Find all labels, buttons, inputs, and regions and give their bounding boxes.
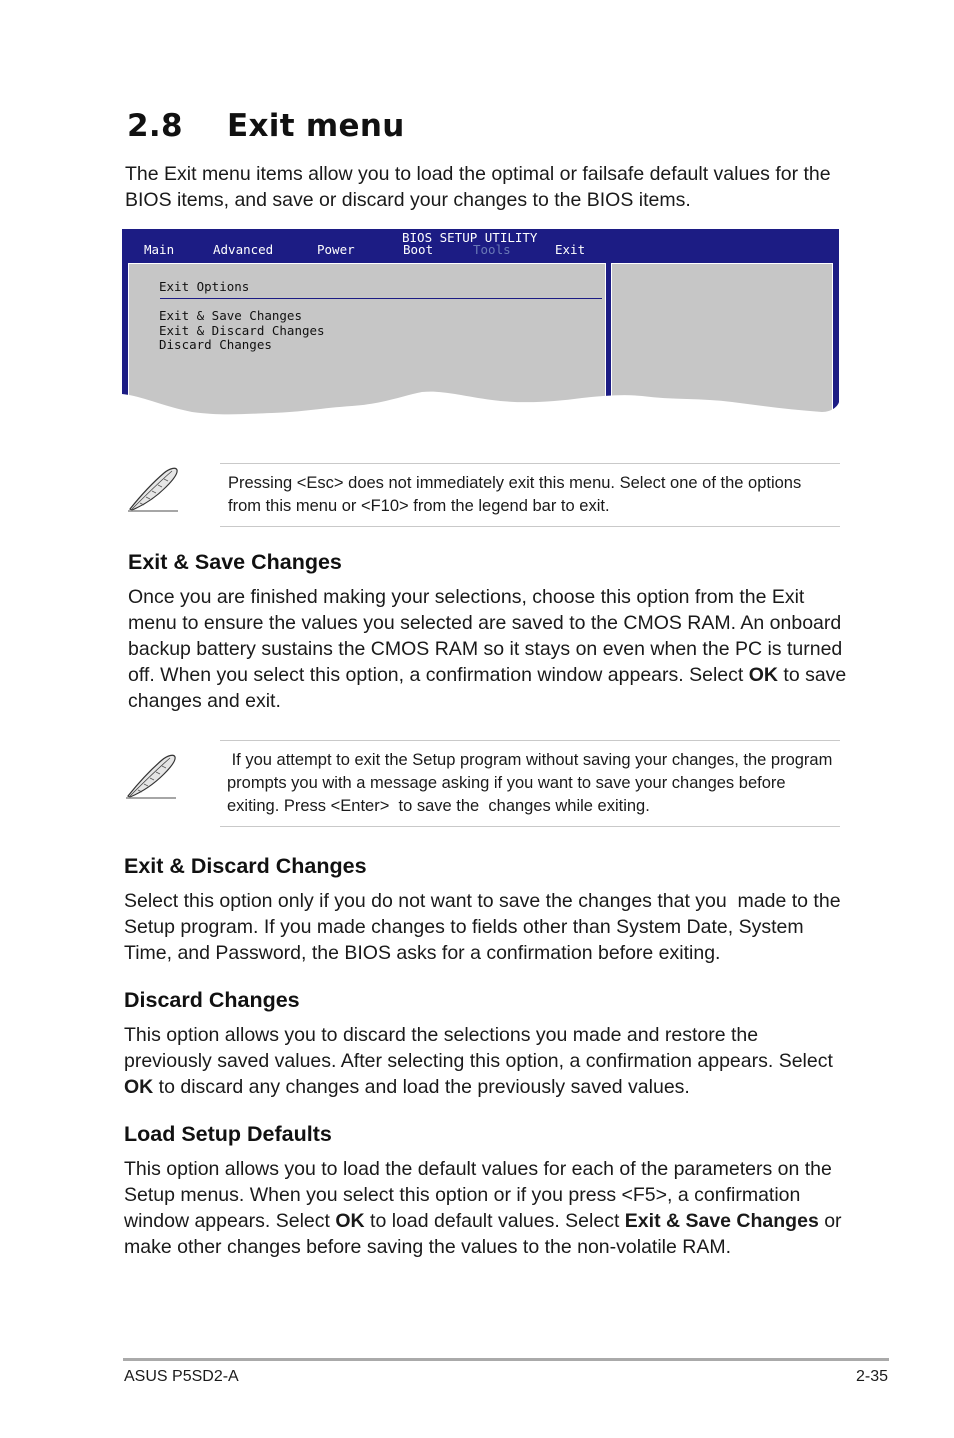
paragraph-text: to load default values. Select xyxy=(364,1210,625,1232)
heading-exit-save-changes: Exit & Save Changes xyxy=(128,550,342,574)
ok-emphasis: OK xyxy=(335,1210,365,1232)
bios-tab-power[interactable]: Power xyxy=(317,242,355,257)
paragraph-text: to save changes and exit. xyxy=(128,664,847,712)
section-title xyxy=(127,108,405,144)
bios-tab-tools[interactable]: Tools xyxy=(473,242,511,257)
bios-title: BIOS SETUP UTILITY xyxy=(402,230,538,245)
heading-load-setup-defaults: Load Setup Defaults xyxy=(124,1122,332,1146)
heading-discard-changes: Discard Changes xyxy=(124,988,300,1012)
paragraph-text: or make other changes before saving the values to the non-volatile RAM. xyxy=(124,1210,842,1258)
paragraph-exit-discard-changes: Select this option only if you do not want to save the changes that you made to the Setup program. If you made changes to fields other than System Date, System Time, and Password, the BIOS asks for a confirmation before exiting. xyxy=(124,890,846,964)
bios-tab-exit[interactable]: Exit xyxy=(555,242,586,257)
ok-emphasis: OK xyxy=(748,664,778,686)
bios-item-exit-discard[interactable]: Exit & Discard Changes xyxy=(159,322,325,338)
bios-item-discard[interactable]: Discard Changes xyxy=(159,337,272,352)
note-text: If you attempt to exit the Setup program without saving your changes, the program prompts you with a message asking if you want to save your changes before exiting. Press <Enter> to save the changes while exiting. xyxy=(227,751,837,815)
paragraph-discard-changes xyxy=(124,1022,846,1100)
bios-item-exit-save[interactable]: Exit & Save Changes xyxy=(159,308,302,323)
paragraph-text: to discard any changes and load the previously saved values. xyxy=(153,1076,690,1098)
bios-options-heading: Exit Options xyxy=(159,279,250,294)
paragraph-text: This option allows you to load the default values for each of the parameters on the Setup menus. When you select this option or if you press <F5>, a confirmation window appears. Select xyxy=(124,1158,832,1232)
note-top-rule xyxy=(220,463,840,464)
bios-tab-boot[interactable]: Boot xyxy=(403,242,434,257)
bios-tab-main[interactable]: Main xyxy=(144,242,175,257)
footer-page-number: 2-35 xyxy=(855,1368,888,1385)
bios-tab-advanced[interactable]: Advanced xyxy=(213,242,274,257)
bios-heading-divider xyxy=(160,298,602,299)
paragraph-load-setup-defaults xyxy=(124,1156,846,1260)
bios-menu-bar xyxy=(122,229,839,258)
paragraph-text: This option allows you to discard the selections you made and restore the previously saved values. After selecting this option, a confirmation appears. Select xyxy=(124,1024,833,1072)
paragraph-text: Once you are finished making your selections, choose this option from the Exit menu to ensure the values you selected are saved to the CMOS RAM. An onboard backup battery sustains the CMOS RAM so it stays on even when the PC is turned off. When you select this option, a confirmation window appears. Select xyxy=(128,586,843,686)
footer-rule xyxy=(123,1358,889,1361)
section-number: 2.8 xyxy=(127,108,183,144)
exit-save-emphasis: Exit & Save Changes xyxy=(624,1210,819,1232)
intro-paragraph: The Exit menu items allow you to load the optimal or failsafe default values for the BIOS items, and save or discard your changes to the BIOS items. xyxy=(125,163,831,211)
paragraph-exit-save-changes xyxy=(128,584,853,714)
note-bottom-rule xyxy=(220,826,840,827)
note-bottom-rule xyxy=(220,526,840,527)
note-text: Pressing <Esc> does not immediately exit this menu. Select one of the options from this menu or <F10> from the legend bar to exit. xyxy=(228,474,802,515)
heading-exit-discard-changes: Exit & Discard Changes xyxy=(124,854,367,878)
ok-emphasis: OK xyxy=(124,1076,154,1098)
torn-edge-graphic xyxy=(122,384,839,420)
note-pen-icon xyxy=(124,752,180,802)
note-top-rule xyxy=(220,740,840,741)
note-pen-icon xyxy=(126,465,182,515)
bios-screenshot xyxy=(122,229,839,419)
footer-product: ASUS P5SD2-A xyxy=(124,1368,239,1385)
section-title-text: Exit menu xyxy=(227,108,405,144)
